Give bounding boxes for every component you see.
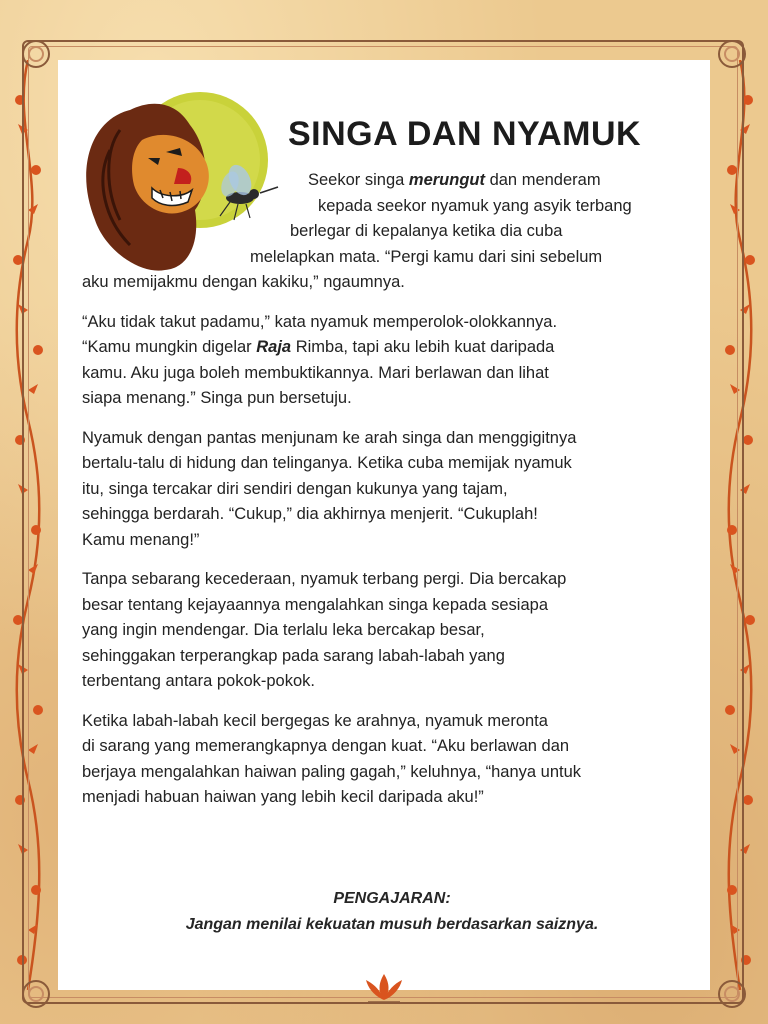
- moral-section: [82, 886, 702, 938]
- story-paragraph-4: [82, 567, 702, 695]
- story-paragraph-3: [82, 426, 702, 554]
- story-line: sehinggakan terperangkap pada sarang labah-labah yang: [82, 646, 505, 665]
- story-line: menjadi habuan haiwan yang lebih kecil daripada aku!”: [82, 788, 484, 806]
- story-line: di sarang yang memerangkapnya dengan kuat. “Aku berlawan dan: [82, 737, 570, 755]
- story-line: Kamu menang!”: [82, 530, 200, 549]
- story-line: besar tentang kejayaannya mengalahkan singa kepada sesiapa: [82, 595, 549, 614]
- story-line: berlegar di kepalanya ketika dia cuba: [290, 222, 563, 240]
- story-paragraph-2: [82, 310, 702, 412]
- story-line: bertalu-talu di hidung dan telinganya. Ketika cuba memijak nyamuk: [82, 454, 572, 472]
- moral-heading: PENGAJARAN:: [333, 890, 451, 907]
- story-line: itu, singa tercakar diri sendiri dengan kukunya yang tajam,: [82, 479, 508, 498]
- story-line: kamu. Aku juga boleh membuktikannya. Mari berlawan dan lihat: [82, 363, 549, 382]
- story-line: kepada seekor nyamuk yang asyik terbang: [318, 196, 632, 215]
- bottom-flourish-icon: [364, 970, 404, 1006]
- corner-ornament-icon: [710, 972, 754, 1016]
- story-line: aku memijakmu dengan kakiku,” ngaumnya.: [82, 273, 405, 291]
- story-title: SINGA DAN NYAMUK: [288, 114, 642, 153]
- story-line: Tanpa sebarang kecederaan, nyamuk terbang pergi. Dia bercakap: [82, 570, 567, 588]
- story-line: Seekor singa merungut dan menderam: [308, 171, 601, 189]
- corner-ornament-icon: [14, 32, 58, 76]
- corner-ornament-icon: [14, 972, 58, 1016]
- story-line: sehingga berdarah. “Cukup,” dia akhirnya menjerit. “Cukuplah!: [82, 505, 538, 523]
- story-line: terbentang antara pokok-pokok.: [82, 672, 315, 690]
- story-body: [82, 168, 702, 825]
- story-paragraph-1: [82, 168, 702, 296]
- story-line: “Aku tidak takut padamu,” kata nyamuk memperolok-olokkannya.: [82, 312, 558, 331]
- story-line: siapa menang.” Singa pun bersetuju.: [82, 389, 352, 407]
- story-line: Ketika labah-labah kecil bergegas ke arahnya, nyamuk meronta: [82, 711, 548, 730]
- story-line: yang ingin mendengar. Dia terlalu leka bercakap besar,: [82, 621, 485, 639]
- story-line: Nyamuk dengan pantas menjunam ke arah singa dan menggigitnya: [82, 428, 577, 447]
- story-paragraph-5: [82, 709, 702, 811]
- story-line: melelapkan mata. “Pergi kamu dari sini sebelum: [250, 247, 603, 266]
- story-line: berjaya mengalahkan haiwan paling gagah,” keluhnya, “hanya untuk: [82, 762, 582, 781]
- corner-ornament-icon: [710, 32, 754, 76]
- moral-text: Jangan menilai kekuatan musuh berdasarkan saiznya.: [185, 916, 599, 933]
- story-line: “Kamu mungkin digelar Raja Rimba, tapi aku lebih kuat daripada: [82, 338, 555, 356]
